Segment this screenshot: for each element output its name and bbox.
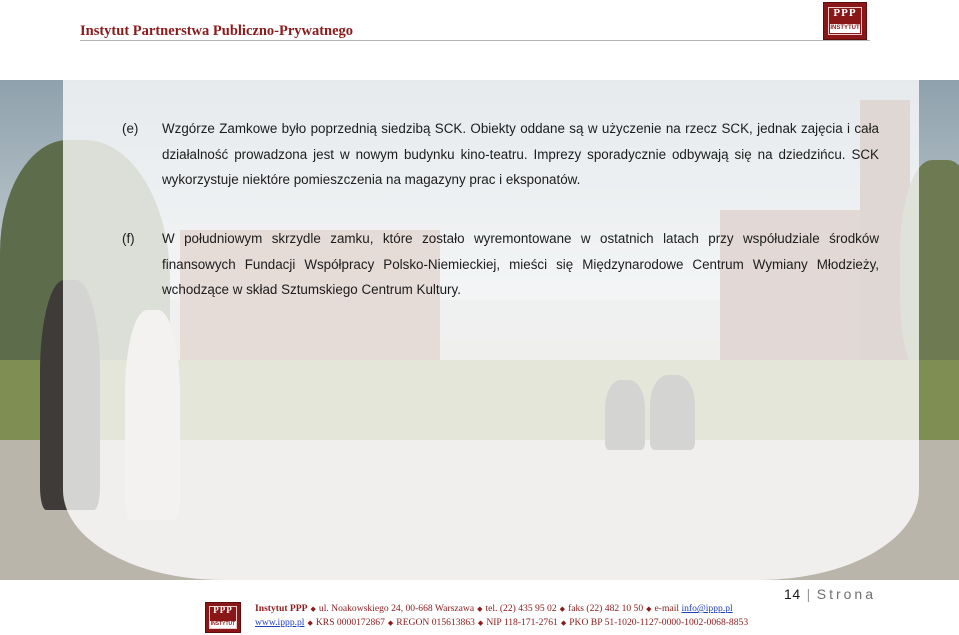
logo-text: PPP <box>833 7 857 19</box>
footer-logo <box>205 602 241 633</box>
page-number-separator: | <box>806 586 811 602</box>
bullet-icon: ◆ <box>646 605 652 613</box>
footer-address: ul. Noakowskiego 24, 00-668 Warszawa <box>318 603 475 614</box>
footer-email-link[interactable]: info@ippp.pl <box>681 603 733 614</box>
page-word: Strona <box>816 586 876 602</box>
footer-regon: REGON 015613863 <box>396 617 475 628</box>
page-header <box>0 0 959 44</box>
header-divider <box>80 40 870 41</box>
footer-org: Instytut PPP <box>255 603 308 614</box>
bullet-icon: ◆ <box>307 619 313 627</box>
bullet-icon: ◆ <box>559 605 566 613</box>
list-item-label: (f) <box>122 231 135 246</box>
logo-subtext: INSTYTUT <box>830 25 860 31</box>
list-item-text: W południowym skrzydle zamku, które zostało wyremontowane w ostatnich latach przy współudziale środków finansowych Fundacji Współpracy Polsko-Niemieckiej, mieści się Międzynarodowe Centrum Wymiany Młodzieży, wchodzące w skład Sztumskiego Centrum Kultury. <box>162 231 879 297</box>
footer-tel: tel. (22) 435 95 02 <box>485 603 557 614</box>
page-number <box>784 586 876 602</box>
logo-text: PPP <box>213 605 233 615</box>
bullet-icon: ◆ <box>560 619 567 627</box>
list-item-label: (e) <box>122 121 139 136</box>
bullet-icon: ◆ <box>310 605 316 613</box>
page-number-value: 14 <box>784 586 801 602</box>
ppp-logo <box>823 2 867 40</box>
footer-website-link[interactable]: www.ippp.pl <box>255 617 305 628</box>
footer-krs: KRS 0000172867 <box>315 617 385 628</box>
footer-registry-line <box>255 617 748 628</box>
footer-nip: NIP 118-171-2761 <box>486 617 558 628</box>
bullet-icon: ◆ <box>477 619 484 627</box>
bullet-icon: ◆ <box>387 619 394 627</box>
list-item-text: Wzgórze Zamkowe było poprzednią siedzibą SCK. Obiekty oddane są w użyczenie na rzecz SCK, jednak zajęcia i cała działalność prowadzona jest w nowym budynku kino-teatru. Imprezy sporadycznie odbywają się na dziedzińcu. SCK wykorzystuje niektóre pomieszczenia na magazyny prac i eksponatów. <box>162 121 879 187</box>
header-title: Instytut Partnerstwa Publiczno-Prywatnego <box>80 23 354 39</box>
footer-email-label: e-mail <box>654 603 680 614</box>
logo-subtext: INSTYTUT <box>210 621 236 627</box>
footer-contact-line <box>255 603 733 614</box>
footer-bank: PKO BP 51-1020-1127-0000-1002-0068-8853 <box>569 617 749 628</box>
bullet-icon: ◆ <box>477 605 483 613</box>
footer-fax: faks (22) 482 10 50 <box>568 603 644 614</box>
